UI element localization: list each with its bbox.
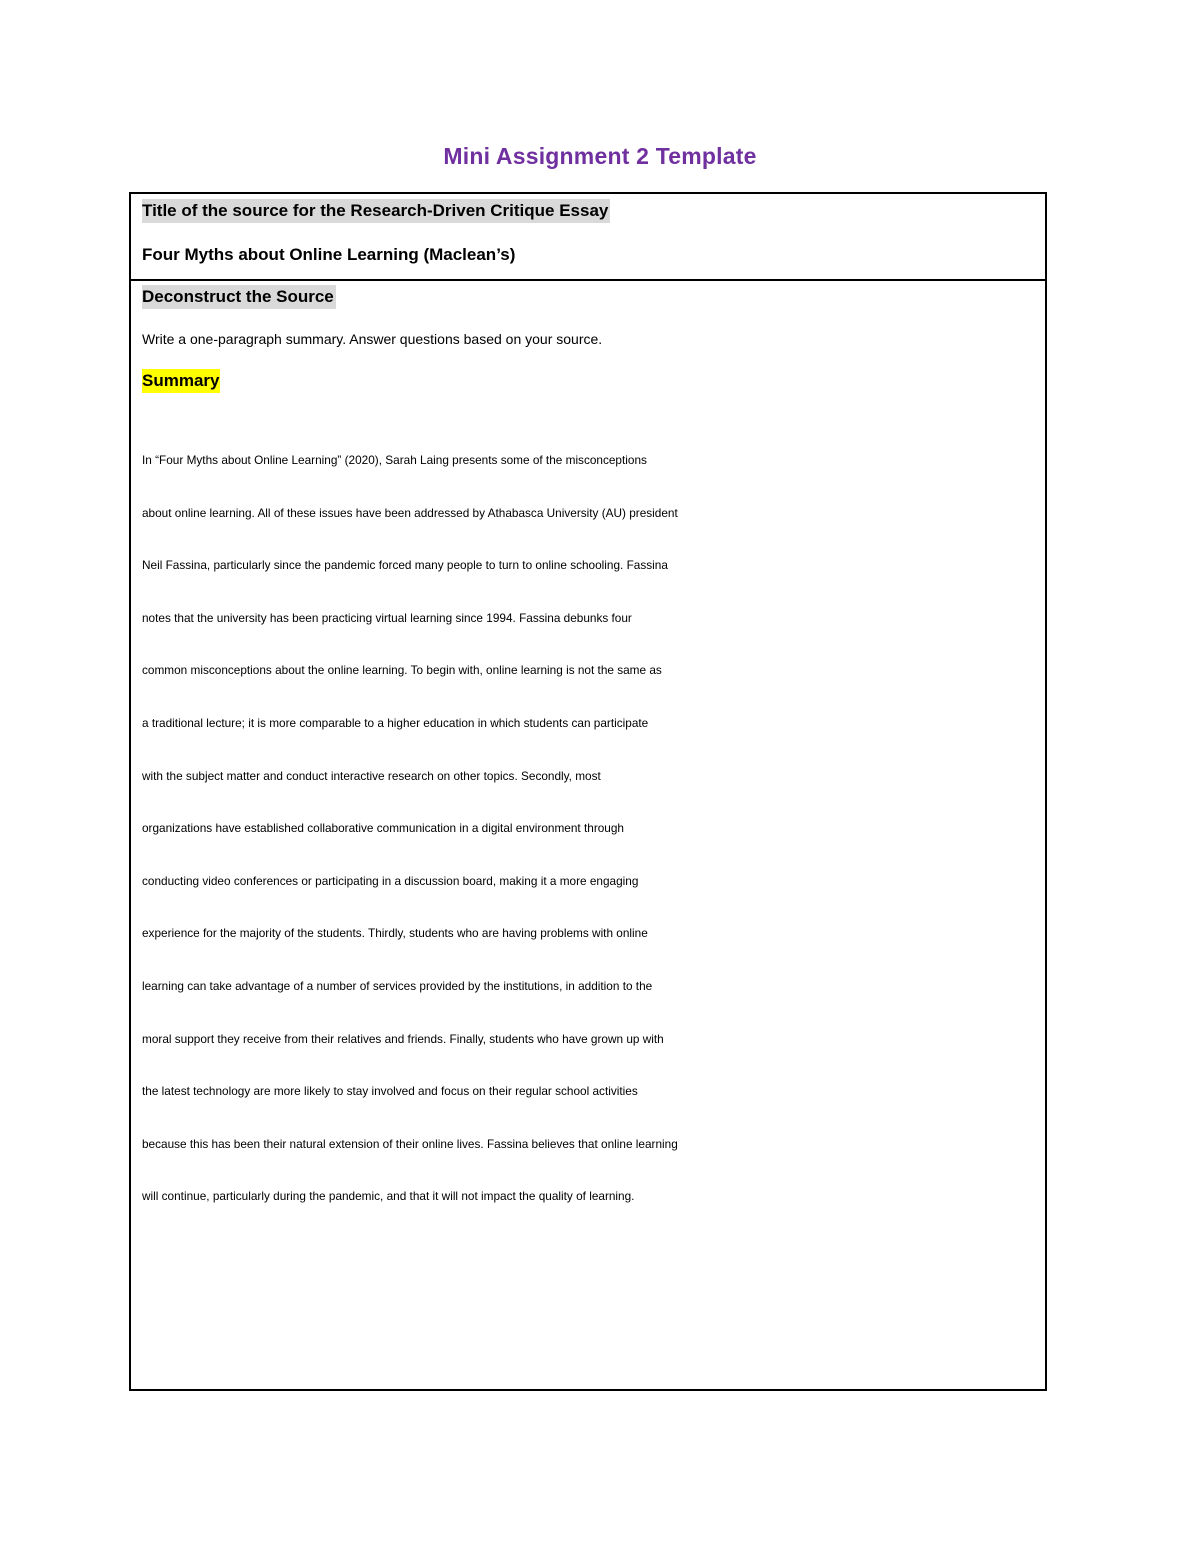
summary-line: about online learning. All of these issues have been addressed by Athabasca University (AU) president: [142, 505, 678, 520]
document-title: Mini Assignment 2 Template: [443, 143, 757, 169]
summary-line: a traditional lecture; it is more comparable to a higher education in which students can participate: [142, 715, 649, 730]
summary-line: learning can take advantage of a number of services provided by the institutions, in addition to the: [142, 978, 653, 993]
summary-label: Summary: [142, 369, 220, 393]
summary-line: In “Four Myths about Online Learning” (2020), Sarah Laing presents some of the misconceptions: [142, 453, 647, 467]
deconstruct-row: [131, 281, 1045, 1389]
summary-line: organizations have established collaborative communication in a digital environment through: [142, 821, 624, 836]
source-label: Title of the source for the Research-Driven Critique Essay: [142, 199, 610, 223]
summary-line: moral support they receive from their relatives and friends. Finally, students who have grown up with: [142, 1031, 664, 1046]
summary-line: the latest technology are more likely to stay involved and focus on their regular school activities: [142, 1084, 638, 1099]
instructions-text: Write a one-paragraph summary. Answer questions based on your source.: [142, 331, 603, 347]
summary-line: because this has been their natural extension of their online lives. Fassina believes that online learning: [142, 1136, 678, 1151]
source-row: [131, 194, 1045, 281]
source-title: Four Myths about Online Learning (Maclean’s): [142, 245, 516, 264]
summary-line: Neil Fassina, particularly since the pandemic forced many people to turn to online schooling. Fassina: [142, 558, 668, 573]
section-heading: Deconstruct the Source: [142, 285, 336, 309]
summary-paragraph: [142, 446, 1042, 1235]
summary-line: experience for the majority of the students. Thirdly, students who are having problems with online: [142, 926, 648, 941]
summary-line: will continue, particularly during the pandemic, and that it will not impact the quality of learning.: [142, 1189, 635, 1204]
summary-line: common misconceptions about the online learning. To begin with, online learning is not the same as: [142, 663, 662, 678]
summary-line: conducting video conferences or participating in a discussion board, making it a more engaging: [142, 873, 639, 888]
summary-line: with the subject matter and conduct interactive research on other topics. Secondly, most: [142, 768, 601, 783]
summary-line: notes that the university has been practicing virtual learning since 1994. Fassina debunks four: [142, 610, 632, 625]
assignment-table: [129, 192, 1047, 1391]
